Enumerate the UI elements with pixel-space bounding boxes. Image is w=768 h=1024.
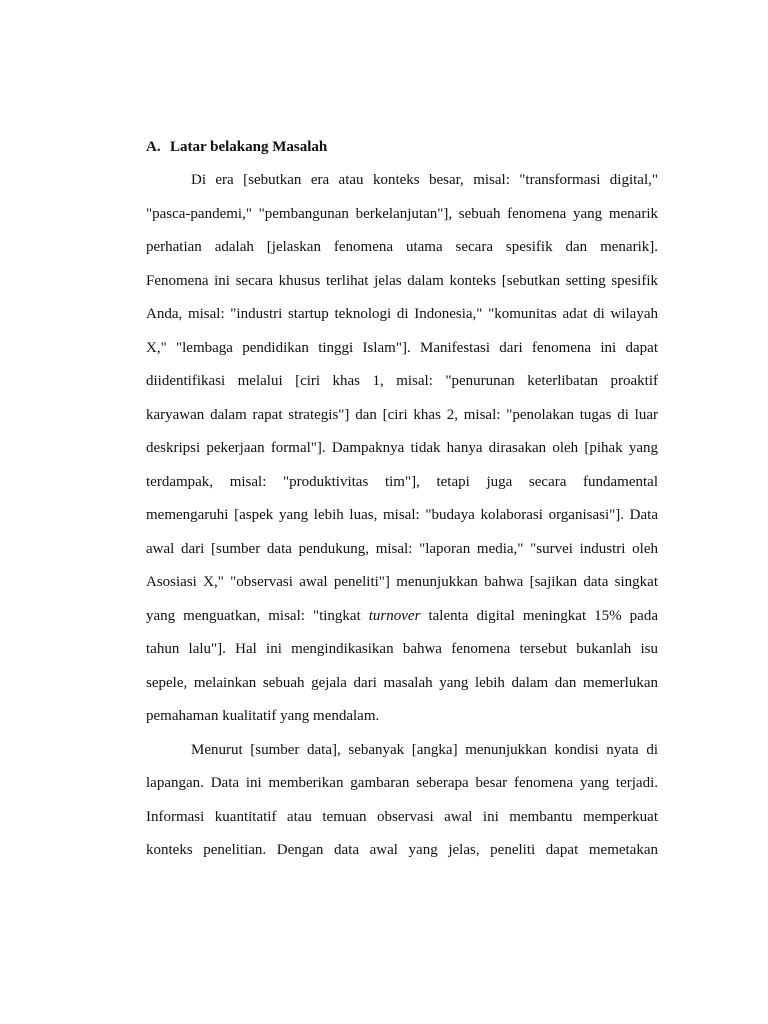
paragraph-line: X," "lembaga pendidikan tinggi Islam"]. Manifestasi dari fenomena ini dapat (146, 339, 658, 356)
paragraph-line: pemahaman kualitatif yang mendalam. (146, 708, 380, 724)
paragraph-line: lapangan. Data ini memberikan gambaran seberapa besar fenomena yang terjadi. (146, 775, 658, 791)
paragraph-line: perhatian adalah [jelaskan fenomena utama secara spesifik dan menarik]. (146, 239, 658, 255)
paragraph-line: Fenomena ini secara khusus terlihat jelas dalam konteks [sebutkan setting spesifik (146, 272, 658, 289)
paragraph-line: Di era [sebutkan era atau konteks besar, misal: "transformasi digital," (191, 172, 658, 188)
paragraph-line: konteks penelitian. Dengan data awal yang jelas, peneliti dapat memetakan (146, 842, 658, 858)
paragraph-line: Informasi kuantitatif atau temuan observasi awal ini membantu memperkuat (146, 808, 658, 825)
italic-term: turnover (368, 607, 421, 624)
paragraph-1 (146, 170, 658, 740)
section-marker: A. (146, 139, 161, 155)
body-text (146, 170, 658, 874)
paragraph-line: yang menguatkan, misal: "tingkat turnover talenta digital meningkat 15% pada (146, 607, 658, 624)
paragraph-line: diidentifikasi melalui [ciri khas 1, misal: "penurunan keterlibatan proaktif (146, 373, 658, 389)
section-heading (146, 137, 327, 157)
paragraph-2 (146, 740, 658, 874)
paragraph-line: deskripsi pekerjaan formal"]. Dampaknya tidak hanya dirasakan oleh [pihak yang (146, 440, 658, 456)
paragraph-line: "pasca-pandemi," "pembangunan berkelanjutan"], sebuah fenomena yang menarik (146, 205, 658, 222)
paragraph-line: Menurut [sumber data], sebanyak [angka] menunjukkan kondisi nyata di (191, 741, 658, 758)
paragraph-line: awal dari [sumber data pendukung, misal: "laporan media," "survei industri oleh (146, 540, 658, 557)
paragraph-line: Asosiasi X," "observasi awal peneliti"] menunjukkan bahwa [sajikan data singkat (146, 574, 658, 590)
paragraph-line: sepele, melainkan sebuah gejala dari masalah yang lebih dalam dan memerlukan (146, 674, 658, 691)
paragraph-line: Anda, misal: "industri startup teknologi di Indonesia," "komunitas adat di wilayah (146, 306, 658, 322)
section-title: Latar belakang Masalah (170, 139, 328, 155)
paragraph-line: karyawan dalam rapat strategis"] dan [ciri khas 2, misal: "penolakan tugas di luar (146, 406, 658, 423)
paragraph-line: memengaruhi [aspek yang lebih luas, misal: "budaya kolaborasi organisasi"]. Data (146, 507, 658, 523)
paragraph-line: tahun lalu"]. Hal ini mengindikasikan bahwa fenomena tersebut bukanlah isu (146, 641, 658, 657)
paragraph-line: terdampak, misal: "produktivitas tim"], tetapi juga secara fundamental (146, 473, 658, 490)
